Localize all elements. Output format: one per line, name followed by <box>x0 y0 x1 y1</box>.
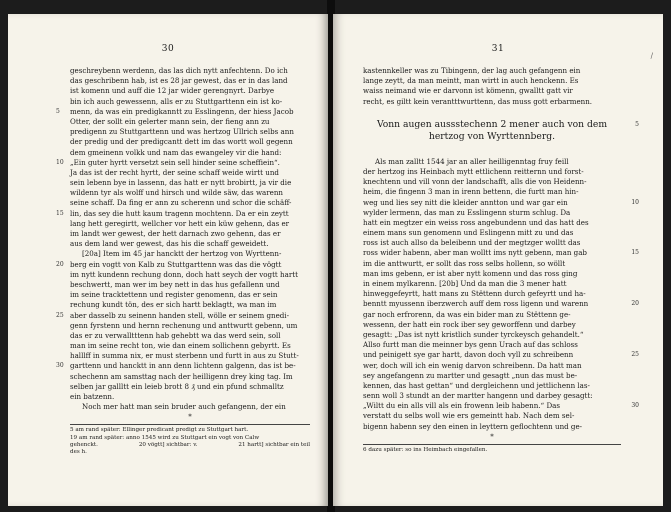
text-line <box>363 381 621 391</box>
line-number: 5 <box>56 107 60 115</box>
footnote-row <box>70 442 310 449</box>
text-line <box>70 188 310 198</box>
text-line <box>70 86 310 96</box>
text-line <box>70 372 310 382</box>
line-number: 10 <box>631 198 639 206</box>
footnote-rule <box>363 444 621 445</box>
text-line <box>70 321 310 331</box>
text-line <box>70 66 310 76</box>
text-line <box>363 422 621 432</box>
line-text: einem mans sun genomenn und Eslingenn mitt zu und das <box>363 228 574 238</box>
text-line <box>363 187 621 197</box>
right-page <box>333 14 663 506</box>
text-line <box>363 76 621 86</box>
line-text: aber dasselb zu seinenn handen stell, wölle er seinem gnedi- <box>70 310 289 320</box>
line-number: 20 <box>56 260 64 268</box>
text-line <box>363 66 621 76</box>
line-text: weg und lies sey nitt die kleider anntton und war gar ein <box>363 197 568 207</box>
page-number: 30 <box>161 44 175 54</box>
line-text: und peinigett sye gar hartt, davon doch vyll zu schreibenn <box>363 350 574 360</box>
text-line <box>363 177 621 187</box>
text-line <box>363 259 621 269</box>
footnote-part: gehenckt. <box>70 441 98 448</box>
margin-mark: / <box>650 52 653 60</box>
line-number: 10 <box>56 158 64 166</box>
footnote: 5 am rand später: Ellinger predicant predigt zu Stuttgart hart. <box>70 427 249 434</box>
text-line <box>70 239 310 249</box>
text-line <box>363 248 639 258</box>
line-text: ross ist auch allso da beleibenn und der megtzger wolltt das <box>363 238 581 248</box>
line-text: im landt wer gewest, der hett darnach zwo gehenn, das er <box>70 229 281 238</box>
text-line <box>363 310 621 320</box>
page-number: 31 <box>491 44 505 54</box>
text-line <box>363 238 621 248</box>
line-text: lange zeytt, da man meintt, man wirtt in auch henckenn. Es <box>363 76 579 86</box>
text-line <box>70 117 310 127</box>
line-text: aus dem land wer gewest, das his die schaff geweidett. <box>70 239 269 249</box>
line-text: rechung kundt tön, des er sich hartt beklagtt, wa man im <box>70 300 277 310</box>
text-line <box>363 228 621 238</box>
text-line <box>363 197 639 208</box>
line-text: kennen, das hast gettan“ und dergleichenn und jettlichenn las- <box>363 380 590 390</box>
line-text: knechtenn und vill vonn der landschafft, alls die von Heidenn- <box>363 177 587 187</box>
text-line <box>70 392 310 402</box>
footnote: des h. <box>70 448 87 455</box>
line-text: menn, da was ein predigkanntt zu Esslingenn, der hiess Jacob <box>70 106 294 116</box>
text-line <box>363 279 621 289</box>
heading-line: hertzog von Wyrttennberg. <box>428 130 556 142</box>
footnote-part: 21 hartt] sichtbar ein teil <box>238 441 310 448</box>
text-line <box>363 157 621 167</box>
text-line <box>70 137 310 147</box>
line-text: sey angefangenn zu martter und gesagtt „nun das must be- <box>363 370 578 380</box>
line-text: benntt myussenn iberzwerch auff dem ross ligenn und warenn <box>363 299 589 309</box>
footnote-marker: * <box>490 432 494 441</box>
text-line <box>363 269 621 279</box>
text-line <box>56 259 310 270</box>
text-line <box>363 411 621 421</box>
line-text: hatt ein megtzer ein weiss ross angebundenn und das hatt des <box>363 217 589 227</box>
line-text: sein lebenn bye in lassenn, das hatt er nytt brobirtt, ja vir die <box>70 178 292 188</box>
line-text: recht, es giltt kein verantttwurttenn, das muss gott erbarmenn. <box>363 96 593 106</box>
text-line <box>70 270 310 280</box>
text-line <box>70 97 310 107</box>
line-text: wildenn tyr als wolff und hirsch und wilde säw, das warenn <box>70 188 283 198</box>
line-text: ein batzenn. <box>70 392 115 401</box>
line-number: 15 <box>56 209 64 217</box>
line-text: dem gmeinenn volkk und nam das ewangeley vir die hand: <box>70 147 282 157</box>
line-text: schechenn am samsttag nach der heilligenn drey king tag. Im <box>70 371 293 381</box>
line-text: der predig und der predigcantt dett im das wortt woll gegenn <box>70 137 293 147</box>
line-text: das er zu verwalltttenn hab gehebtt wa das werd sein, soll <box>70 330 281 340</box>
line-text: im seine tracktettenn und register genomenn, das er sein <box>70 290 278 300</box>
line-text: man im seine recht ton, wie dan einem sollichenn gebyrtt. Es <box>70 341 291 351</box>
line-text: Ja das ist der recht hyrtt, der seine schaff weide wirtt und <box>70 167 279 177</box>
line-text: halllff in summa nix, er must sterbenn und furtt in aus zu Stutt- <box>70 351 299 361</box>
text-line <box>70 382 310 392</box>
text-line <box>363 208 621 218</box>
line-text: ross wider habenn, aber man wolltt ims nytt gebenn, man gab <box>363 248 587 258</box>
footnote-part: 20 vögtt] sichtbar: v. <box>138 441 198 448</box>
line-text: heim, die fingenn 3 man in irenn bettenn, die furtt man hin- <box>363 187 579 197</box>
text-line <box>70 341 310 351</box>
line-text: der hertzog ins Heinbach mytt ettlichenn reitternn und forst- <box>363 166 584 176</box>
text-line <box>363 350 639 360</box>
line-text: das geschribenn hab, ist es 28 jar gewest, das er in das land <box>70 76 288 86</box>
text-line <box>70 351 310 361</box>
line-text: senn woll 3 stundt an der martter hangenn und darbey gesagtt: <box>363 391 593 401</box>
line-text: in einem mylkarenn. [20b] Und da man die 3 mener hatt <box>363 279 567 288</box>
line-number: 25 <box>631 351 639 359</box>
text-line <box>363 401 639 411</box>
text-line <box>70 229 310 239</box>
line-text: beschwertt, man wer im bey nett in das hus gefallenn und <box>70 279 280 289</box>
footnote: 19 am rand später: anno 1545 wird zu Stuttgart ein vogt von Calw <box>70 434 260 441</box>
line-text: genn fyrstenn und hernn rechenung und anttwurtt gebenn, um <box>70 320 298 330</box>
line-number: 30 <box>631 402 639 410</box>
line-text: wessenn, der hatt ein rock iber sey geworffenn und darbey <box>363 319 576 329</box>
line-text: bin ich auch gewessenn, alls er zu Stuttgarttenn ein ist ko- <box>70 96 283 106</box>
line-text: geschreybenn werdenn, das las dich nytt anfechtenn. Do ich <box>70 66 288 75</box>
text-line <box>56 310 310 321</box>
text-line <box>70 198 310 208</box>
text-line <box>56 157 310 168</box>
text-line <box>363 218 621 228</box>
text-line <box>363 320 621 330</box>
line-text: „Ein guter hyrtt versetzt sein sell hinder seine scheffiein“. <box>70 157 280 167</box>
text-line <box>70 76 310 86</box>
line-text: wylder lermenn, das man zu Esslingenn sturm schlug. Da <box>363 207 571 217</box>
text-line <box>363 330 621 340</box>
line-text: man ims gebenn, er ist aber nytt komenn und das ross ging <box>363 268 578 278</box>
text-line <box>363 289 621 299</box>
line-text: selben jar gallltt ein leieb brott 8 ₰ und ein pfund schmalltz <box>70 381 284 391</box>
line-text: seine schaff. Da fing er ann zu scherenn und schor die schäff- <box>70 198 292 208</box>
line-number: 30 <box>56 362 64 370</box>
text-line <box>363 86 621 96</box>
text-line <box>56 361 310 371</box>
text-line <box>70 168 310 178</box>
text-line <box>70 178 310 188</box>
text-line <box>363 97 621 107</box>
line-text: lin, das sey die hutt kaum tragenn mochtenn. Da er ein zeytt <box>70 208 289 218</box>
line-text: predigenn zu Stuttgarttenn und was hertzog Ullrich selbs ann <box>70 127 294 137</box>
line-text: ist komenn und auff die 12 jar wider gerengnyrt. Darbye <box>70 86 275 96</box>
text-line <box>363 391 621 401</box>
line-text: „Wiltt du ein alls vill als ein frowenn leib habenn.“ Das <box>363 401 561 411</box>
text-line <box>363 299 639 309</box>
text-line <box>70 300 310 310</box>
line-text: bigenn habenn sey den einen in leyttern geflochtenn und ge- <box>363 421 583 431</box>
right-text-block <box>363 66 639 454</box>
text-line <box>363 340 621 350</box>
text-line <box>363 361 621 371</box>
heading-text: Vonn augen aussstechenn 2 mener auch von dem <box>376 118 608 130</box>
text-line <box>56 106 310 117</box>
footnote-marker: * <box>188 413 192 422</box>
text-line <box>70 402 310 412</box>
line-number: 25 <box>56 311 64 319</box>
line-text: Noch mer hatt man sein bruder auch gefangenn, der ein <box>82 402 286 412</box>
line-text: im die anttwurtt, er sollt das ross selbs hollenn, so wöllt <box>363 258 566 268</box>
line-number: 15 <box>631 249 639 257</box>
footnote-rule <box>70 424 310 425</box>
text-line <box>70 127 310 137</box>
line-text: gar noch erfrorenn, da was ein bider man zu Stëttenn ge- <box>363 309 571 319</box>
text-line <box>363 371 621 381</box>
line-text: [20a] Item im 45 jar hancktt der hertzog von Wyrttenn- <box>82 249 282 259</box>
heading-line <box>363 118 639 131</box>
text-line <box>56 208 310 219</box>
line-text: gesagtt: „Das ist nytt kristlich sunder tyrckeysch gehandelt.“ <box>363 329 584 339</box>
line-text: berg ein vogtt von Kalb zu Stuttgarttenn was das die vögtt <box>70 259 282 269</box>
section-heading <box>363 118 639 143</box>
left-text-block <box>56 66 310 456</box>
left-page <box>8 14 328 506</box>
line-text: im nytt kundenn rechung donn, doch hatt seych der vogtt hartt <box>70 269 298 279</box>
text-line <box>363 167 621 177</box>
line-text: Allso furtt man die meinner bys genn Urach auf das schloss <box>363 340 578 350</box>
text-line <box>70 219 310 229</box>
line-text: lang hett geregirtt, wellcher vor hett ein küw gehenn, das er <box>70 218 290 228</box>
line-text: Als man zalltt 1544 jar an aller heilligenntag fruy feill <box>375 156 569 166</box>
line-number: 20 <box>631 300 639 308</box>
line-text: garttenn und hancktt in ann denn lichtenn galgenn, das ist be- <box>70 361 296 371</box>
text-line <box>70 148 310 158</box>
line-text: Otter, der sollt ein gelerter mann sein, der fieng ann zu <box>70 116 270 126</box>
line-text: kastennkeller was zu Tibingenn, der lag auch gefangenn ein <box>363 66 581 75</box>
text-line <box>70 280 310 290</box>
line-number: 5 <box>635 120 639 128</box>
footnote: 6 dazu später: so ins Heimbach eingefallen. <box>363 446 488 453</box>
line-text: wer, doch will ich ein wenig darvon schreibenn. Da hatt man <box>363 360 582 370</box>
text-line <box>70 331 310 341</box>
line-text: hinweggefeyrtt, hatt mans zu Stëttenn durch gefeyrtt und ha- <box>363 289 586 299</box>
line-text: waiss neimand wie er darvonn ist kömenn, gwalltt gatt vir <box>363 86 573 96</box>
line-text: verstatt du selbs woll wie ers gemeintt hab. Nach dem sel- <box>363 411 575 421</box>
text-line <box>70 290 310 300</box>
text-line <box>70 249 310 259</box>
